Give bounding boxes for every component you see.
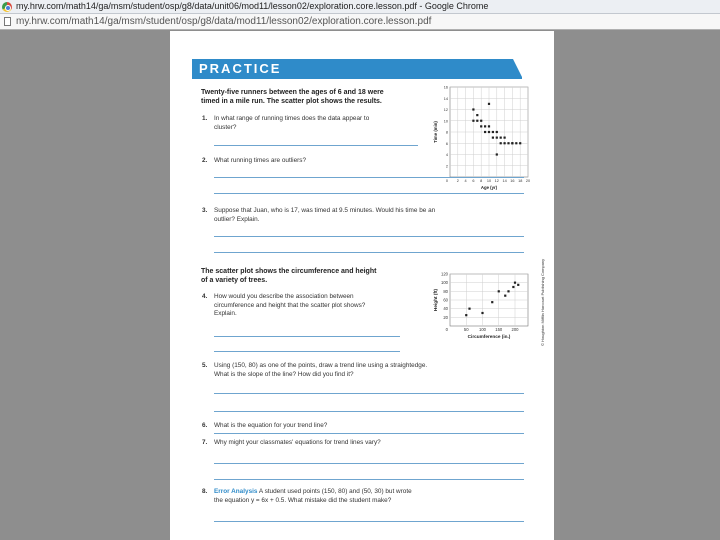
pdf-page: [170, 31, 554, 540]
data-point: [515, 142, 517, 144]
question-text: [214, 488, 524, 497]
data-point: [504, 137, 506, 139]
question-2: [202, 157, 514, 169]
question-1: [202, 115, 414, 132]
runners-intro: [201, 88, 426, 106]
question-text: How would you describe the association between: [214, 293, 354, 300]
answer-line: [214, 351, 400, 352]
answer-line: [214, 393, 524, 394]
question-text: What is the equation for your trend line?: [214, 422, 328, 429]
y-tick-label: 12: [443, 108, 448, 112]
question-6: [202, 422, 524, 431]
data-point: [480, 120, 482, 122]
intro-line: timed in a mile run. The scatter plot shows the results.: [201, 98, 382, 105]
y-tick-label: 100: [441, 280, 448, 286]
question-text: Explain.: [214, 310, 237, 317]
data-point: [481, 312, 483, 314]
y-tick-label: 16: [443, 85, 448, 90]
x-tick-label: 14: [502, 179, 507, 183]
question-text: What is the slope of the line? How did you find it?: [214, 370, 354, 378]
data-point: [500, 142, 502, 144]
question-8: [202, 488, 524, 505]
question-number: 5.: [202, 362, 208, 369]
answer-line: [214, 252, 524, 253]
x-axis-label: Circumference (in.): [467, 334, 511, 339]
x-tick-label: 18: [518, 179, 523, 183]
x-tick-label: 10: [486, 179, 492, 183]
intro-line: of a variety of trees.: [201, 277, 268, 284]
x-tick-label: 200: [511, 327, 519, 332]
question-number: 1.: [202, 115, 208, 122]
answer-line: [214, 411, 524, 412]
y-tick-label: 20: [443, 314, 448, 320]
banner-title: PRACTICE: [199, 61, 282, 76]
intro-line: The scatter plot shows the circumference and height: [201, 268, 377, 275]
answer-line: [214, 479, 524, 480]
intro-line: Twenty-five runners between the ages of 6 and 18 were: [201, 89, 384, 96]
y-tick-label: 4: [445, 153, 448, 157]
data-point: [514, 282, 516, 284]
data-point: [504, 295, 506, 297]
y-tick-label: 120: [441, 271, 448, 277]
data-point: [472, 120, 474, 122]
y-tick-label: 2: [445, 164, 448, 169]
copyright-notice: © Houghton Mifflin Harcourt Publishing Company: [540, 258, 545, 346]
data-point: [476, 120, 478, 122]
practice-banner: [192, 59, 522, 79]
answer-line: [214, 236, 524, 237]
data-point: [500, 137, 502, 139]
y-tick-label: 14: [443, 96, 448, 101]
answer-line: [214, 521, 524, 522]
data-point: [491, 301, 493, 303]
data-point: [484, 125, 486, 127]
data-point: [488, 125, 490, 127]
question-text: circumference and height that the scatter plot shows?: [214, 301, 366, 309]
question-number: 8.: [202, 488, 208, 495]
answer-line: [214, 463, 524, 464]
data-point: [517, 284, 519, 286]
question-text: In what range of running times does the data appear to: [214, 115, 370, 122]
x-tick-label: 150: [495, 327, 503, 332]
trees-scatter-plot: [428, 271, 532, 345]
error-analysis-label: Error Analysis: [214, 488, 258, 495]
data-point: [480, 125, 482, 127]
data-point: [507, 142, 509, 144]
y-tick-label: 60: [443, 297, 448, 303]
y-tick-label: 10: [443, 119, 448, 124]
data-point: [492, 131, 494, 133]
trees-intro: [201, 267, 426, 285]
data-point: [498, 290, 500, 292]
browser-title-bar: [0, 0, 720, 14]
origin-tick-label: 0: [445, 327, 448, 332]
data-point: [492, 137, 494, 139]
question-number: 3.: [202, 207, 208, 214]
answer-line: [214, 177, 524, 178]
data-point: [512, 286, 514, 288]
origin-tick-label: 0: [445, 179, 448, 183]
page-icon: [4, 17, 11, 26]
x-tick-label: 100: [479, 327, 486, 332]
y-axis-label: Time (min): [433, 121, 438, 143]
data-point: [496, 137, 498, 139]
x-axis-label: Age (yr): [480, 185, 498, 190]
y-tick-label: 6: [445, 141, 448, 146]
question-7: [202, 439, 524, 448]
question-text: Suppose that Juan, who is 17, was timed at 9.5 minutes. Would his time be an: [214, 207, 436, 214]
x-tick-label: 6: [472, 179, 475, 183]
question-text: Using (150, 80) as one of the points, draw a trend line using a straightedge.: [214, 362, 428, 369]
data-point: [465, 314, 467, 316]
data-point: [476, 114, 478, 116]
data-point: [496, 153, 498, 155]
answer-line: [214, 336, 400, 337]
window-title: my.hrw.com/math14/ga/msm/student/osp/g8/data/unit06/mod11/lesson02/exploration.core.lesson.pdf - Google Chrome: [16, 1, 489, 11]
question-text: the equation y = 6x + 0.5. What mistake did the student make?: [214, 496, 392, 504]
question-number: 7.: [202, 439, 208, 446]
question-number: 4.: [202, 293, 208, 300]
address-bar[interactable]: [0, 14, 720, 30]
y-tick-label: 80: [443, 288, 448, 294]
data-point: [468, 308, 470, 310]
data-point: [511, 142, 513, 144]
question-text: outlier? Explain.: [214, 215, 260, 223]
url-text[interactable]: my.hrw.com/math14/ga/msm/student/osp/g8/data/mod11/lesson02/exploration.core.lesson.pdf: [16, 16, 432, 27]
data-point: [484, 131, 486, 133]
data-point: [472, 108, 474, 110]
question-text: Why might your classmates' equations for trend lines vary?: [214, 439, 381, 446]
y-tick-label: 40: [443, 306, 448, 312]
question-5: [202, 362, 524, 379]
question-4: [202, 293, 424, 319]
data-point: [488, 131, 490, 133]
question-text: What running times are outliers?: [214, 157, 306, 164]
x-tick-label: 4: [464, 179, 467, 183]
x-tick-label: 16: [510, 179, 515, 183]
runners-scatter-plot: [428, 83, 532, 199]
data-point: [488, 103, 490, 105]
x-tick-label: 50: [463, 327, 469, 332]
chrome-logo-icon: [2, 2, 12, 12]
x-tick-label: 12: [494, 179, 499, 183]
pdf-viewer[interactable]: [0, 31, 720, 540]
y-tick-label: 8: [445, 130, 448, 135]
x-tick-label: 20: [525, 179, 531, 183]
x-tick-label: 8: [480, 179, 483, 183]
answer-line: [214, 433, 524, 434]
data-point: [496, 131, 498, 133]
data-point: [504, 142, 506, 144]
y-axis-label: Height (ft): [433, 288, 438, 312]
data-point: [519, 142, 521, 144]
question-3: [202, 207, 524, 224]
question-text-part: A student used points (150, 80) and (50, 30) but wrote: [258, 488, 412, 495]
question-number: 6.: [202, 422, 208, 429]
data-point: [507, 290, 509, 292]
x-tick-label: 2: [456, 179, 459, 183]
answer-line: [214, 145, 418, 146]
answer-line: [214, 193, 524, 194]
question-text: cluster?: [214, 123, 237, 131]
question-number: 2.: [202, 157, 208, 164]
